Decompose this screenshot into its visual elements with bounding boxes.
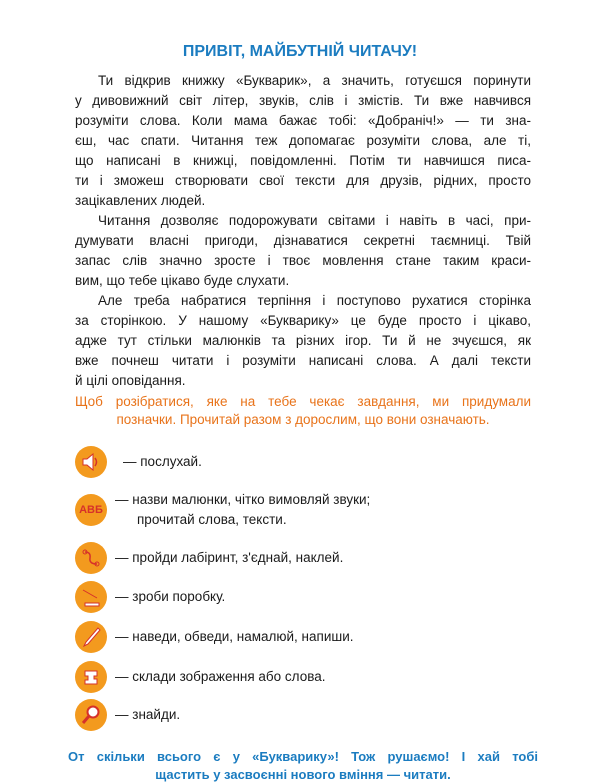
text-line: Читання дозволяє подорожувати світами і навіть в часі, при- (98, 213, 531, 228)
scissors-icon (75, 581, 107, 613)
speaker-icon (75, 446, 107, 478)
puzzle-icon (75, 661, 107, 693)
legend-label: прочитай слова, тексти. (137, 512, 287, 527)
text-line: розуміти слова. Коли мама бажає тобі: «Добраніч!» — ти зна- (75, 113, 531, 128)
outro-line: щастить у засвоєнні нового вміння — читати. (155, 767, 451, 782)
pencil-icon (75, 621, 107, 653)
text-line: вже почнеш читати і розуміти написані слова. А далі тексти (75, 353, 531, 368)
text-line: за сторінкою. У нашому «Букварику» це буде просто і цікаво, (75, 313, 531, 328)
legend-label: — зроби поробку. (115, 589, 226, 604)
maze-icon (75, 542, 107, 574)
text-line: у дивовижний світ літер, звуків, слів і змістів. Ти вже навчився (75, 93, 531, 108)
text-line: адже тут стільки малюнків та різних ігор. Ти й не зчуєшся, як (75, 333, 531, 348)
page-title: ПРИВІТ, МАЙБУТНІЙ ЧИТАЧУ! (182, 43, 418, 60)
outro-line: От скільки всього є у «Букварику»! Тож рушаємо! І хай тобі (68, 749, 538, 764)
text-line: зацікавлених людей. (75, 193, 206, 208)
legend-label: — назви малюнки, чітко вимовляй звуки; (115, 492, 371, 507)
text-line: єш, час спати. Читання теж допомагає розуміти слова, але ті, (75, 133, 531, 148)
letters-icon: АВБ (75, 494, 107, 526)
legend-label: — послухай. (123, 454, 202, 469)
legend-label: — склади зображення або слова. (115, 669, 326, 684)
text-line: вим, що тебе цікаво буде слухати. (75, 273, 290, 288)
intro-line: Щоб розібратися, яке на тебе чекає завдання, ми придумали (75, 394, 531, 409)
text-line: Але треба набратися терпіння і поступово рухатися сторінка (98, 293, 531, 308)
text-line: Ти відкрив книжку «Букварик», а значить, готуєшся поринути (98, 73, 531, 88)
intro-line: позначки. Прочитай разом з дорослим, що вони означають. (116, 412, 490, 427)
text-line: ти і зможеш створювати свої тексти для друзів, рідних, просто (75, 173, 531, 188)
legend-label: — знайди. (115, 707, 181, 722)
magnifier-icon (75, 699, 107, 731)
text-line: думувати власні пригоди, дізнаватися секретні таємниці. Твій (75, 233, 531, 248)
text-line: що написані в книжці, повідомленні. Потім ти навчишся писа- (75, 153, 531, 168)
legend-label: — пройди лабіринт, з'єднай, наклей. (115, 550, 344, 565)
text-line: запас слів значно зросте і твоє мовлення стане таким краси- (75, 253, 531, 268)
text-line: й цілі оповідання. (75, 373, 186, 388)
legend-label: — наведи, обведи, намалюй, напиши. (115, 629, 354, 644)
